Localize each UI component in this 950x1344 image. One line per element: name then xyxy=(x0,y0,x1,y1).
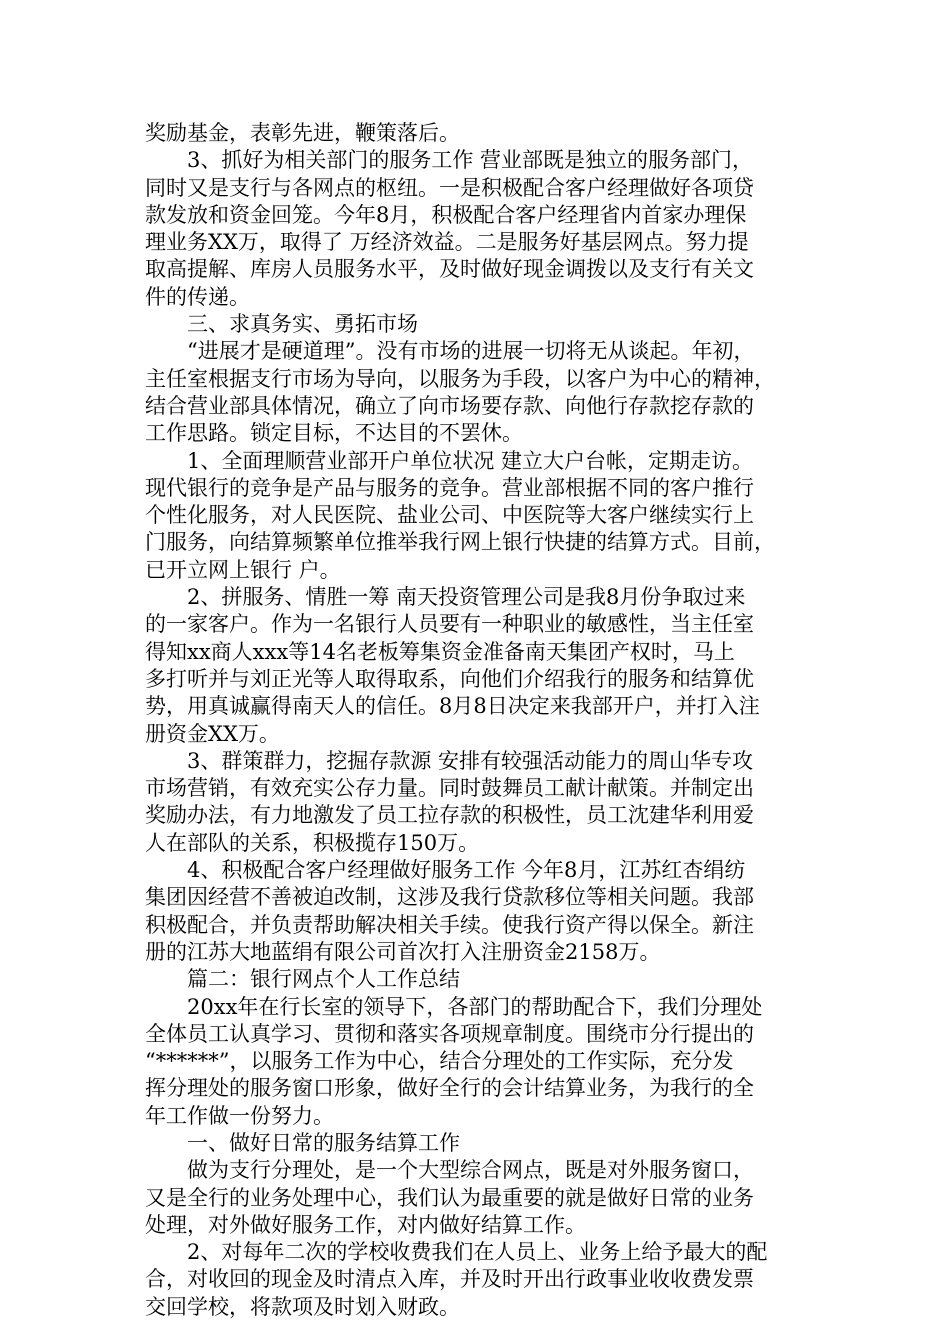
text-line: 集团因经营不善被迫改制，这涉及我行贷款移位等相关问题。我部 xyxy=(145,885,754,910)
text-line: 4、积极配合客户经理做好服务工作 今年8月，江苏红杏绢纺 xyxy=(187,858,746,883)
text-line: 个性化服务，对人民医院、盐业公司、中医院等大客户继续实行上 xyxy=(145,503,754,528)
text-line: 积极配合，并负责帮助解决相关手续。使我行资产得以保全。新注 xyxy=(145,912,754,937)
text-line: 件的传递。 xyxy=(145,284,250,309)
text-line: 又是全行的业务处理中心，我们认为最重要的就是做好日常的业务 xyxy=(145,1185,754,1210)
text-line: 3、群策群力，挖掘存款源 安排有较强活动能力的周山华专攻 xyxy=(187,748,754,773)
text-line: 20xx年在行长室的领导下，各部门的帮助配合下，我们分理处 xyxy=(187,994,763,1019)
text-line: 合，对收回的现金及时清点入库，并及时开出行政事业收收费发票 xyxy=(145,1267,754,1292)
text-line: 势，用真诚赢得南天人的信任。8月8日决定来我部开户，并打入注 xyxy=(145,694,760,719)
text-line: 理业务XX万，取得了 万经济效益。二是服务好基层网点。努力提 xyxy=(145,230,749,255)
text-line: 多打听并与刘正光等人取得取系，向他们介绍我行的服务和结算优 xyxy=(145,666,754,691)
text-line: 册的江苏大地蓝绢有限公司首次打入注册资金2158万。 xyxy=(145,939,661,964)
text-line: 做为支行分理处，是一个大型综合网点，既是对外服务窗口， xyxy=(187,1158,754,1183)
text-line: 同时又是支行与各网点的枢纽。一是积极配合客户经理做好各项贷 xyxy=(145,175,754,200)
text-line: 奖励基金，表彰先进，鞭策落后。 xyxy=(145,121,460,145)
text-line: 册资金XX万。 xyxy=(145,721,280,746)
article-title: 篇二：银行网点个人工作总结 xyxy=(187,967,460,992)
text-line: “进展才是硬道理”。没有市场的进展一切将无从谈起。年初， xyxy=(187,339,755,364)
text-line: 1、全面理顺营业部开户单位状况 建立大户台帐，定期走访。 xyxy=(187,448,754,473)
text-line: 得知xx商人xxx等14名老板筹集资金准备南天集团产权时，马上 xyxy=(145,639,735,664)
text-line: 现代银行的竞争是产品与服务的竞争。营业部根据不同的客户推行 xyxy=(145,475,754,500)
text-line: 已开立网上银行 户。 xyxy=(145,557,341,582)
text-line: 2、拼服务、情胜一筹 南天投资管理公司是我8月份争取过来 xyxy=(187,585,746,610)
text-line: 人在部队的关系，积极揽存150万。 xyxy=(145,830,480,855)
text-line: 款发放和资金回笼。今年8月，积极配合客户经理省内首家办理保 xyxy=(145,202,747,227)
text-line: 奖励办法，有力地激发了员工拉存款的积极性，员工沈建华利用爱 xyxy=(145,803,754,828)
section-heading: 一、做好日常的服务结算工作 xyxy=(187,1130,460,1155)
text-line: 年工作做一份努力。 xyxy=(145,1103,334,1128)
text-line: “******”，以服务工作为中心，结合分理处的工作实际，充分发 xyxy=(145,1049,734,1074)
text-line: 处理，对外做好服务工作，对内做好结算工作。 xyxy=(145,1212,586,1237)
text-line: 挥分理处的服务窗口形象，做好全行的会计结算业务，为我行的全 xyxy=(145,1076,754,1101)
section-heading: 三、求真务实、勇拓市场 xyxy=(187,312,418,337)
text-line: 3、抓好为相关部门的服务工作 营业部既是独立的服务部门， xyxy=(187,148,754,173)
text-line: 门服务，向结算频繁单位推举我行网上银行快捷的结算方式。目前， xyxy=(145,530,775,555)
text-line: 主任室根据支行市场为导向，以服务为手段，以客户为中心的精神， xyxy=(145,366,775,391)
text-line: 交回学校，将款项及时划入财政。 xyxy=(145,1294,460,1319)
text-line: 结合营业部具体情况，确立了向市场要存款、向他行存款挖存款的 xyxy=(145,393,754,418)
text-line: 全体员工认真学习、贯彻和落实各项规章制度。围绕市分行提出的 xyxy=(145,1021,754,1046)
text-line: 2、对每年二次的学校收费我们在人员上、业务上给予最大的配 xyxy=(187,1240,768,1265)
text-line: 取高提解、库房人员服务水平，及时做好现金调拨以及支行有关文 xyxy=(145,257,754,282)
text-line: 工作思路。锁定目标，不达目的不罢休。 xyxy=(145,421,523,446)
text-line: 的一家客户。作为一名银行人员要有一种职业的敏感性，当主任室 xyxy=(145,612,754,637)
document-body xyxy=(145,120,805,1321)
text-line: 市场营销，有效充实公存力量。同时鼓舞员工献计献策。并制定出 xyxy=(145,776,754,801)
